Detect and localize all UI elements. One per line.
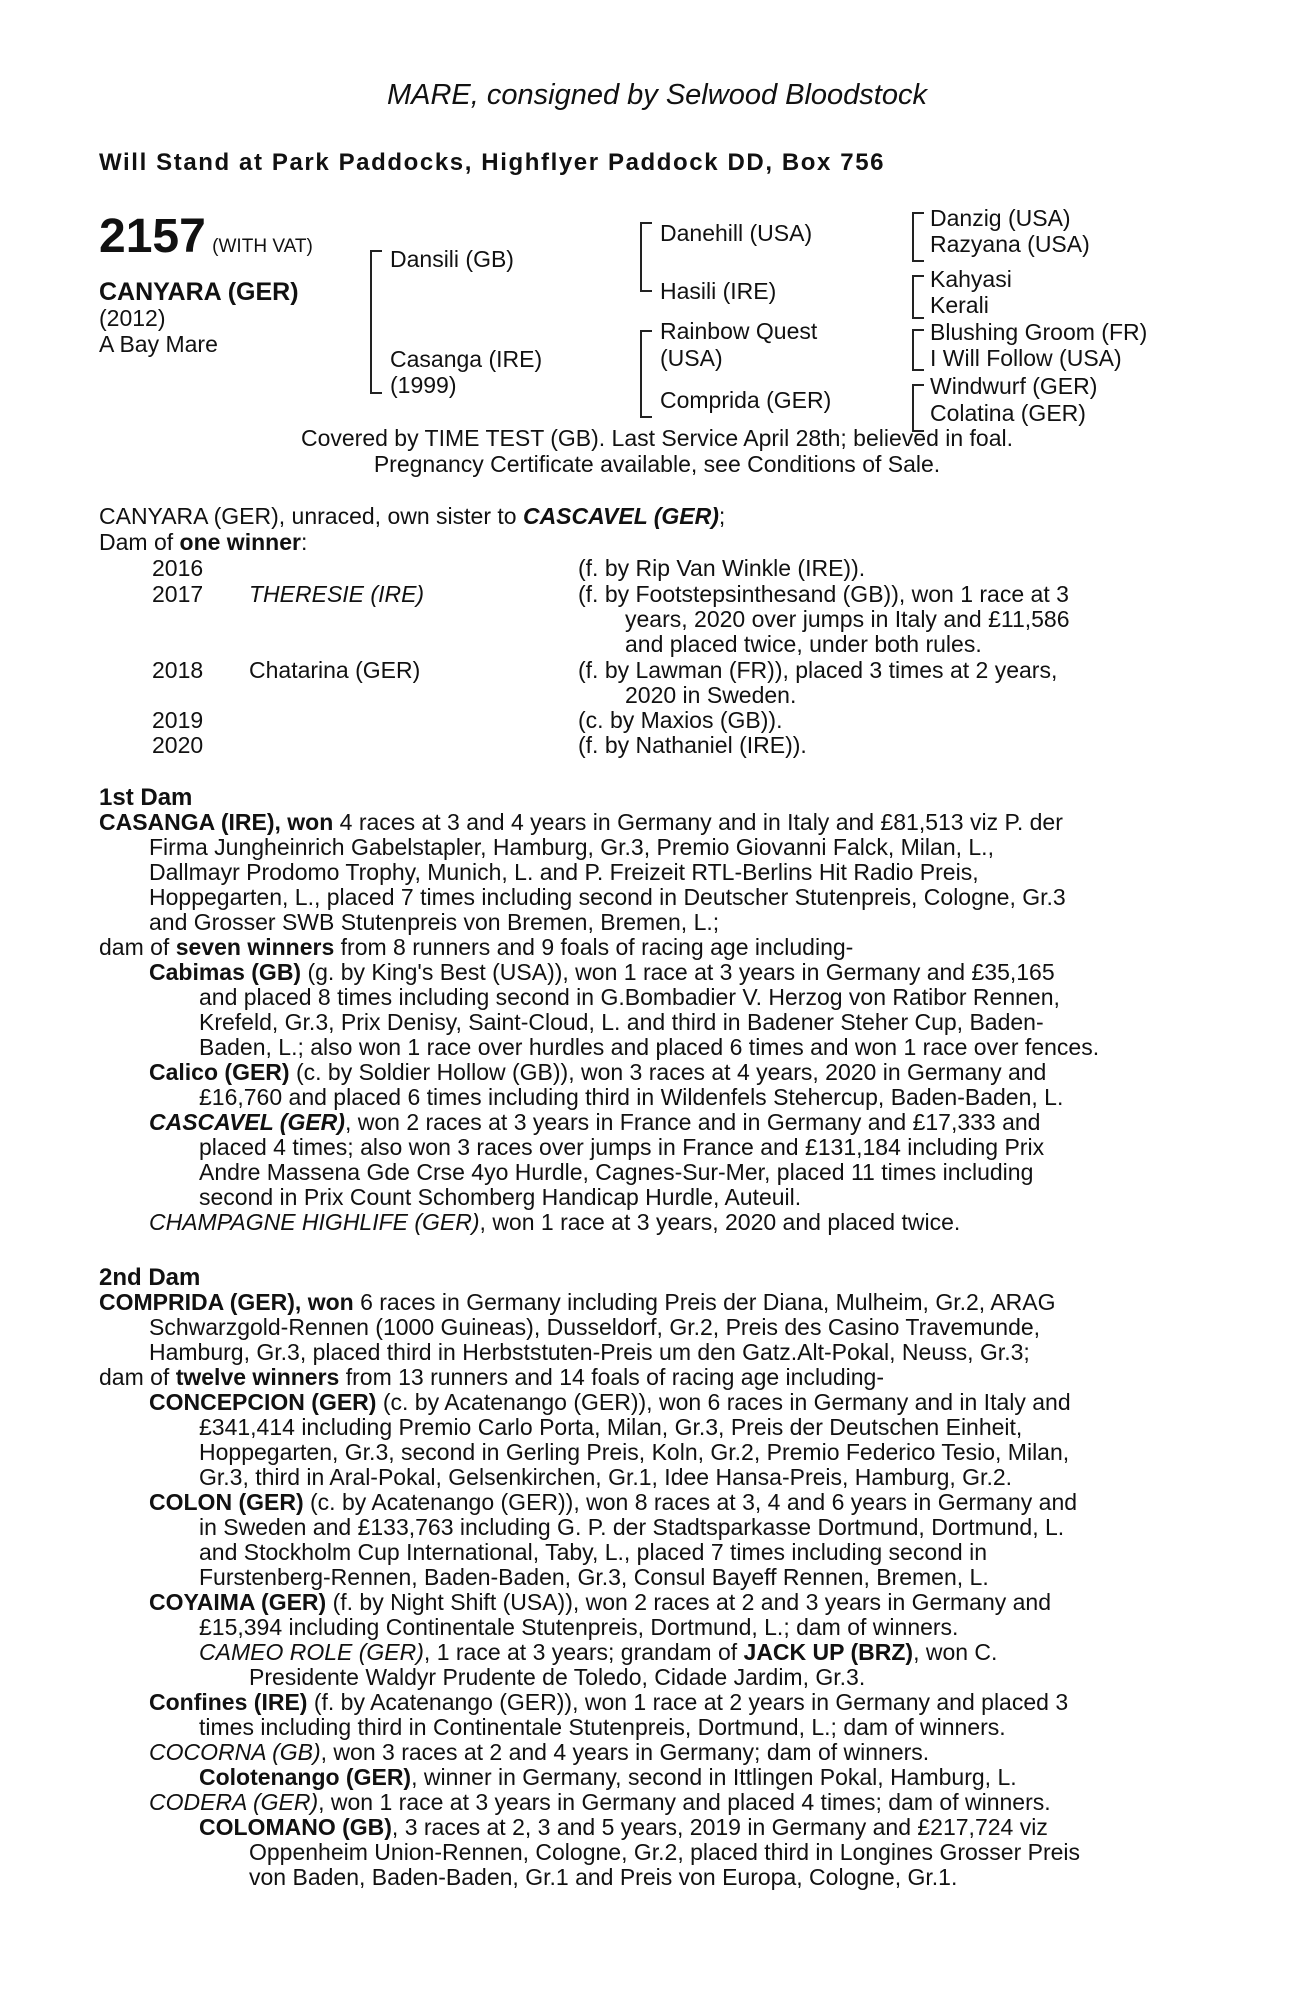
second-dam-name: COMPRIDA (GER): [99, 1289, 295, 1315]
progeny-name: COLOMANO (GB): [199, 1814, 392, 1840]
produce-year: 2017: [152, 581, 204, 607]
progeny-name: CAMEO ROLE (GER): [199, 1639, 424, 1665]
produce-details: and placed twice, under both rules.: [625, 631, 982, 657]
dam-dam: Comprida (GER): [660, 387, 832, 413]
dam-sire-sire: Blushing Groom (FR): [930, 319, 1148, 345]
progeny-name: CODERA (GER): [149, 1789, 319, 1815]
produce-year: 2016: [152, 555, 204, 581]
produce-details: years, 2020 over jumps in Italy and £11,586: [625, 606, 1070, 632]
second-dam-heading: 2nd Dam: [99, 1264, 201, 1291]
sire-sire-sire: Danzig (USA): [930, 205, 1071, 231]
sire-sire-dam: Razyana (USA): [930, 231, 1090, 257]
dam-dam-dam: Colatina (GER): [930, 400, 1086, 426]
covered-line-2: Pregnancy Certificate available, see Conditions of Sale.: [373, 451, 941, 477]
dam-dam-sire: Windwurf (GER): [930, 373, 1098, 399]
produce-details: (f. by Nathaniel (IRE)).: [578, 732, 807, 758]
sister-name: CASCAVEL (GER): [522, 503, 719, 529]
dam-sire-line2: (USA): [660, 345, 723, 371]
dam-sire-line1: Rainbow Quest: [660, 318, 818, 344]
produce-year: 2018: [152, 657, 204, 683]
dam-year: (1999): [390, 372, 457, 398]
progeny-name: Cabimas (GB): [149, 959, 302, 985]
produce-name: Chatarina (GER): [249, 657, 421, 683]
second-dam-paragraph: COMPRIDA (GER), won 6 races in Germany including Preis der Diana, Mulheim, Gr.2, ARAG Schwarzgold-Rennen (1000 Guineas), Dusseldorf, Gr.2, Preis des Casino Travemunde, Hamburg, Gr.3, placed third in Herbststuten-Preis um den Gatz.Alt-Pokal, Neuss, Gr.3; dam of twelve winners from 13 runners and 14 foals of racing age including- CONCEPCION (GER) (c. by Acatenango (GER)), won 6 races in Germany and in Italy and £341,414 including Premio Carlo Porta, Milan, Gr.3, Preis der Deutschen Einheit, Hoppegarten, Gr.3, second in Gerling Preis, Koln, Gr.2, Premio Federico Tesio, Milan, Gr.3, third in Aral-Pokal, Gelsenkirchen, Gr.1, Idee Hansa-Preis, Hamburg, Gr.2. COLON (GER) (c. by Acatenango (GER)), won 8 races at 3, 4 and 6 years in Germany and in Sweden and £133,763 including G. P. der Stadtsparkasse Dortmund, Dortmund, L. and Stockholm Cup International, Taby, L., placed 7 times including second in Furstenberg-Rennen, Baden-Baden, Gr.3, Consul Bayeff Rennen, Bremen, L. COYAIMA (GER) (f. by Night Shift (USA)), won 2 races at 2 and 3 years in Germany and £15,394 including Continentale Stutenpreis, Dortmund, L.; dam of winners. CAMEO ROLE (GER), 1 race at 3 years; grandam of JACK UP (BRZ), won C. Presidente Waldyr Prudente de Toledo, Cidade Jardim, Gr.3. Confines (IRE) (f. by Acatenango (GER)), won 1 race at 2 years in Germany and placed 3 times including third in Continentale Stutenpreis, Dortmund, L.; dam of winners. COCORNA (GB), won 3 races at 2 and 4 years in Germany; dam of winners. Colotenango (GER), winner in Germany, second in Ittlingen Pokal, Hamburg, L. CODERA (GER), won 1 race at 3 years in Germany and placed 4 times; dam of winners. COLOMANO (GB), 3 races at 2, 3 and 5 years, 2019 in Germany and £217,724 viz Oppenheim Union-Rennen, Cologne, Gr.2, placed third in Longines Grosser Preis von Baden, Baden-Baden, Gr.1 and Preis von Europa, Cologne, Gr.1.: [99, 1289, 1081, 1890]
dam-of-line: Dam of one winner:: [99, 529, 308, 555]
horse-description: A Bay Mare: [99, 331, 218, 357]
produce-details: (f. by Footstepsinthesand (GB)), won 1 race at 3: [578, 581, 1069, 607]
horse-year: (2012): [99, 305, 166, 331]
produce-year: 2020: [152, 732, 204, 758]
produce-details: (f. by Lawman (FR)), placed 3 times at 2 years,: [578, 657, 1058, 683]
stand-location: Will Stand at Park Paddocks, Highflyer Paddock DD, Box 756: [99, 149, 886, 176]
first-dam-heading: 1st Dam: [99, 784, 193, 811]
progeny-name: COCORNA (GB): [149, 1739, 321, 1765]
progeny-name: Calico (GER): [149, 1059, 290, 1085]
progeny-name: CHAMPAGNE HIGHLIFE (GER): [149, 1209, 480, 1235]
progeny-name: Colotenango (GER): [199, 1764, 412, 1790]
sire-sire: Danehill (USA): [660, 220, 813, 246]
produce-details: (c. by Maxios (GB)).: [578, 707, 783, 733]
intro-line: CANYARA (GER), unraced, own sister to CASCAVEL (GER);: [99, 503, 726, 529]
progeny-name: CONCEPCION (GER): [149, 1389, 377, 1415]
sire: Dansili (GB): [390, 246, 514, 272]
produce-details: 2020 in Sweden.: [625, 682, 797, 708]
progeny-name: Confines (IRE): [149, 1689, 308, 1715]
covered-line-1: Covered by TIME TEST (GB). Last Service April 28th; believed in foal.: [300, 425, 1014, 451]
produce-year: 2019: [152, 707, 204, 733]
progeny-name: COLON (GER): [149, 1489, 304, 1515]
lot-number: 2157: [99, 210, 206, 263]
vat-note: (WITH VAT): [212, 236, 313, 257]
progeny-name: COYAIMA (GER): [149, 1589, 327, 1615]
first-dam-paragraph: CASANGA (IRE), won 4 races at 3 and 4 years in Germany and in Italy and £81,513 viz P. der Firma Jungheinrich Gabelstapler, Hamburg, Gr.3, Premio Giovanni Falck, Milan, L., Dallmayr Prodomo Trophy, Munich, L. and P. Freizeit RTL-Berlins Hit Radio Preis, Hoppegarten, L., placed 7 times including second in Deutscher Stutenpreis, Cologne, Gr.3 and Grosser SWB Stutenpreis von Bremen, Bremen, L.; dam of seven winners from 8 runners and 9 foals of racing age including- Cabimas (GB) (g. by King's Best (USA)), won 1 race at 3 years in Germany and £35,165 and placed 8 times including second in G.Bombadier V. Herzog von Ratibor Rennen, Krefeld, Gr.3, Prix Denisy, Saint-Cloud, L. and third in Badener Steher Cup, Baden- Baden, L.; also won 1 race over hurdles and placed 6 times and won 1 race over fences. Calico (GER) (c. by Soldier Hollow (GB)), won 3 races at 4 years, 2020 in Germany and £16,760 and placed 6 times including third in Wildenfels Stehercup, Baden-Baden, L. CASCAVEL (GER), won 2 races at 3 years in France and in Germany and £17,333 and placed 4 times; also won 3 races over jumps in France and £131,184 including Prix Andre Massena Gde Crse 4yo Hurdle, Cagnes-Sur-Mer, placed 11 times including second in Prix Count Schomberg Handicap Hurdle, Auteuil. CHAMPAGNE HIGHLIFE (GER), won 1 race at 3 years, 2020 and placed twice.: [99, 809, 1100, 1235]
produce-name: THERESIE (IRE): [249, 581, 425, 607]
sire-dam-sire: Kahyasi: [930, 266, 1012, 292]
produce-details: (f. by Rip Van Winkle (IRE)).: [578, 555, 866, 581]
sire-dam: Hasili (IRE): [660, 278, 777, 304]
progeny-name: CASCAVEL (GER): [149, 1109, 345, 1135]
page-title: MARE, consigned by Selwood Bloodstock: [386, 79, 927, 111]
horse-name: CANYARA (GER): [99, 278, 299, 306]
sire-dam-dam: Kerali: [930, 292, 989, 318]
first-dam-name: CASANGA (IRE): [99, 809, 275, 835]
dam-sire-dam: I Will Follow (USA): [930, 345, 1122, 371]
lot-number-block: [99, 210, 313, 263]
dam: Casanga (IRE): [390, 346, 543, 372]
